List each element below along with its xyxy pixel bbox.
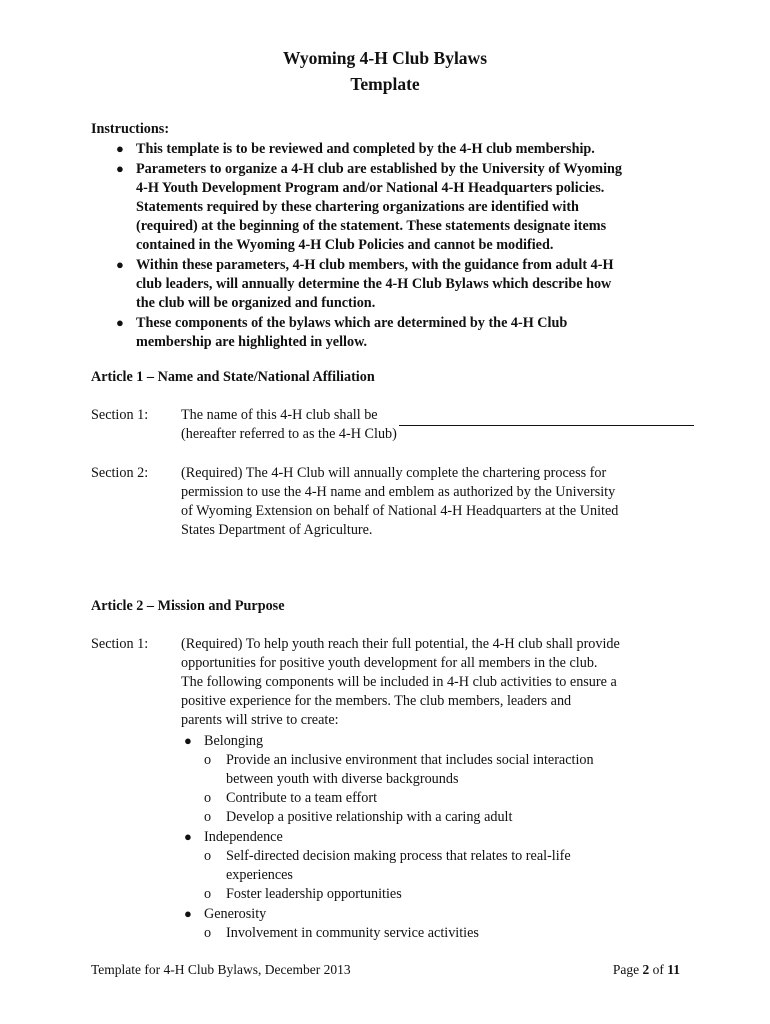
sub-bullet-icon: o — [204, 752, 212, 768]
instruction-item: (required) at the beginning of the statement. These statements designate items — [136, 218, 607, 234]
section-text: opportunities for positive youth development for all members in the club. — [181, 655, 598, 671]
footer-left: Template for 4-H Club Bylaws, December 2013 — [91, 962, 351, 977]
page-current: 2 — [642, 962, 650, 977]
section-label: Section 2: — [91, 465, 149, 481]
instruction-item: This template is to be reviewed and completed by the 4-H club membership. — [136, 141, 595, 157]
sub-bullet-icon: o — [204, 848, 212, 864]
component-item: Foster leadership opportunities — [226, 886, 402, 902]
instruction-item: These components of the bylaws which are determined by the 4-H Club — [136, 315, 568, 331]
sub-bullet-icon: o — [204, 925, 212, 941]
section-text: permission to use the 4-H name and emblem as authorized by the University — [181, 484, 616, 500]
section-text: The name of this 4-H club shall be — [181, 407, 378, 423]
component-item: Develop a positive relationship with a caring adult — [226, 809, 513, 825]
document-title: Wyoming 4-H Club Bylaws — [282, 48, 488, 68]
bullet-icon: ● — [184, 733, 192, 748]
component-name: Independence — [204, 829, 283, 845]
sub-bullet-icon: o — [204, 886, 212, 902]
instruction-item: Parameters to organize a 4-H club are established by the University of Wyoming — [136, 161, 622, 177]
component-item: Involvement in community service activities — [226, 925, 479, 941]
club-name-blank-line — [399, 425, 694, 426]
section-text: (hereafter referred to as the 4-H Club) — [181, 426, 397, 442]
section-label: Section 1: — [91, 636, 149, 652]
page-number — [613, 962, 680, 978]
component-name: Generosity — [204, 906, 267, 922]
bullet-icon: ● — [116, 315, 124, 330]
page-total: 11 — [667, 962, 680, 977]
instruction-item: membership are highlighted in yellow. — [136, 334, 368, 350]
sub-bullet-icon: o — [204, 809, 212, 825]
instruction-item: contained in the Wyoming 4-H Club Policies and cannot be modified. — [136, 237, 554, 253]
instruction-item: the club will be organized and function. — [136, 295, 376, 311]
component-item: Self-directed decision making process that relates to real-life — [226, 848, 571, 864]
section-text: positive experience for the members. The club members, leaders and — [181, 693, 572, 709]
component-item: between youth with diverse backgrounds — [226, 771, 459, 787]
section-text: The following components will be included in 4-H club activities to ensure a — [181, 674, 617, 690]
section-label: Section 1: — [91, 407, 149, 423]
page-prefix: Page — [612, 962, 643, 977]
bullet-icon: ● — [184, 906, 192, 921]
instructions-heading: Instructions: — [91, 121, 170, 137]
component-item: Contribute to a team effort — [226, 790, 378, 806]
sub-bullet-icon: o — [204, 790, 212, 806]
component-item: Provide an inclusive environment that includes social interaction — [226, 752, 594, 768]
section-text: (Required) The 4-H Club will annually complete the chartering process for — [181, 465, 607, 481]
page-of: of — [649, 962, 668, 977]
document-subtitle: Template — [350, 74, 420, 94]
section-text: of Wyoming Extension on behalf of National 4-H Headquarters at the United — [181, 503, 619, 519]
article-2-heading: Article 2 – Mission and Purpose — [91, 598, 285, 614]
instruction-item: Statements required by these chartering organizations are identified with — [136, 199, 579, 215]
section-text: parents will strive to create: — [181, 712, 339, 728]
article-1-heading: Article 1 – Name and State/National Affiliation — [91, 369, 375, 385]
bullet-icon: ● — [116, 257, 124, 272]
component-name: Belonging — [204, 733, 264, 749]
section-text: States Department of Agriculture. — [181, 522, 373, 538]
section-text: (Required) To help youth reach their full potential, the 4-H club shall provide — [181, 636, 620, 652]
instruction-item: club leaders, will annually determine the 4-H Club Bylaws which describe how — [136, 276, 612, 292]
bullet-icon: ● — [116, 161, 124, 176]
component-item: experiences — [226, 867, 293, 883]
instruction-item: Within these parameters, 4-H club members, with the guidance from adult 4-H — [136, 257, 614, 273]
bullet-icon: ● — [116, 141, 124, 156]
instruction-item: 4-H Youth Development Program and/or National 4-H Headquarters policies. — [136, 180, 605, 196]
bullet-icon: ● — [184, 829, 192, 844]
